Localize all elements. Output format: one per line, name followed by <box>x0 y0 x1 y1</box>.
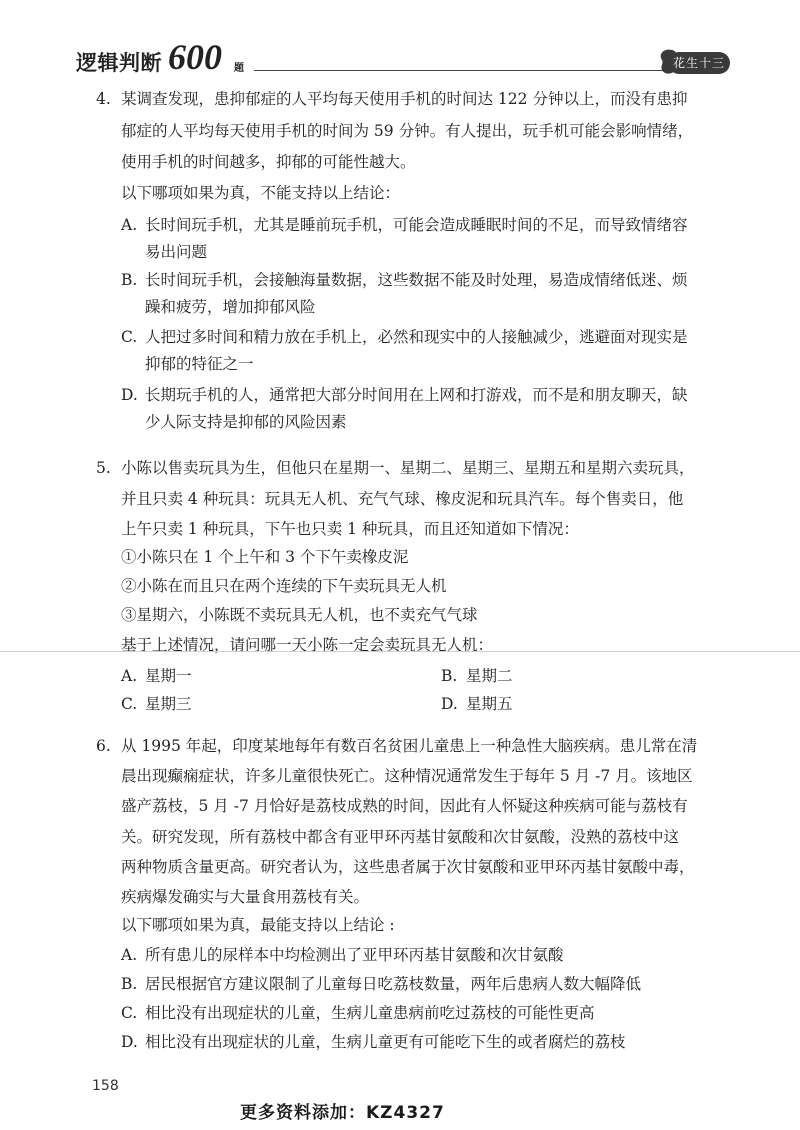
condition-2: ②小陈在而且只在两个连续的下午卖玩具无人机 <box>121 577 447 595</box>
option-text: 易出问题 <box>145 243 208 261</box>
option-text: 相比没有出现症状的儿童，生病儿童更有可能吃下生的或者腐烂的荔枝 <box>145 1033 626 1051</box>
option-label: D. <box>121 1033 138 1051</box>
option-label: B. <box>121 975 138 993</box>
option-label: A. <box>121 946 138 964</box>
option-text: 所有患儿的尿样本中均检测出了亚甲环丙基甘氨酸和次甘氨酸 <box>145 946 564 964</box>
question-prompt: 以下哪项如果为真，最能支持以上结论 : <box>121 916 395 934</box>
condition-1: ①小陈只在 1 个上午和 3 个下午卖橡皮泥 <box>121 548 409 566</box>
scan-fold-line <box>0 651 800 652</box>
footer-contact-note: 更多资料添加：KZ4327 <box>240 1103 445 1123</box>
option-text: 少人际支持是抑郁的风险因素 <box>145 413 347 431</box>
option-text: 人把过多时间和精力放在手机上，必然和现实中的人接触减少，逃避面对现实是 <box>145 328 688 346</box>
author-badge: 花生十三 <box>668 52 730 74</box>
book-title-number: 600 <box>168 37 222 77</box>
question-stem-line: 疾病爆发确实与大量食用荔枝有关。 <box>121 888 370 906</box>
option-text: 星期五 <box>466 695 513 713</box>
option-text: 星期二 <box>466 667 513 685</box>
question-number: 6. <box>96 737 111 755</box>
question-stem-line: 盛产荔枝，5 月 -7 月恰好是荔枝成熟的时间，因此有人怀疑这种疾病可能与荔枝有 <box>121 797 688 815</box>
option-label: C. <box>121 1004 138 1022</box>
option-text: 星期一 <box>145 667 192 685</box>
question-stem-line: 上午只卖 1 种玩具，下午也只卖 1 种玩具，而且还知道如下情况： <box>121 520 579 538</box>
question-stem-line: 晨出现癫痫症状，许多儿童很快死亡。这种情况通常发生于每年 5 月 -7 月。该地区 <box>121 767 693 785</box>
question-stem-line: 郁症的人平均每天使用手机的时间为 59 分钟。有人提出，玩手机可能会影响情绪， <box>121 122 694 140</box>
condition-3: ③星期六，小陈既不卖玩具无人机，也不卖充气气球 <box>121 606 478 624</box>
question-prompt: 以下哪项如果为真，不能支持以上结论： <box>121 184 401 202</box>
book-title: 逻辑判断 <box>76 51 162 75</box>
option-label: C. <box>121 695 138 713</box>
option-label: A. <box>121 216 138 234</box>
question-stem-line: 并且只卖 4 种玩具：玩具无人机、充气气球、橡皮泥和玩具汽车。每个售卖日，他 <box>121 490 684 508</box>
question-stem-line: 某调查发现，患抑郁症的人平均每天使用手机的时间达 122 分钟以上，而没有患抑 <box>121 90 688 108</box>
option-label: D. <box>121 386 138 404</box>
question-number: 5. <box>96 459 111 477</box>
page-header <box>76 38 736 78</box>
option-text: 星期三 <box>145 695 192 713</box>
book-title-suffix: 题 <box>234 63 244 74</box>
question-stem-line: 小陈以售卖玩具为生，但他只在星期一、星期二、星期三、星期五和星期六卖玩具， <box>121 459 695 477</box>
option-label: D. <box>441 695 458 713</box>
question-stem-line: 使用手机的时间越多，抑郁的可能性越大。 <box>121 153 416 171</box>
option-text: 躁和疲劳，增加抑郁风险 <box>145 298 316 316</box>
option-text: 居民根据官方建议限制了儿童每日吃荔枝数量，两年后患病人数大幅降低 <box>145 975 642 993</box>
question-stem-line: 从 1995 年起，印度某地每年有数百名贫困儿童患上一种急性大脑疾病。患儿常在清 <box>121 737 698 755</box>
option-label: B. <box>121 271 138 289</box>
option-text: 相比没有出现症状的儿童，生病儿童患病前吃过荔枝的可能性更高 <box>145 1004 595 1022</box>
option-text: 抑郁的特征之一 <box>145 355 254 373</box>
page-number: 158 <box>92 1078 119 1094</box>
option-text: 长期玩手机的人，通常把大部分时间用在上网和打游戏，而不是和朋友聊天，缺 <box>145 386 688 404</box>
option-label: B. <box>441 667 458 685</box>
option-label: A. <box>121 667 138 685</box>
option-text: 长时间玩手机，尤其是睡前玩手机，可能会造成睡眠时间的不足，而导致情绪容 <box>145 216 688 234</box>
option-label: C. <box>121 328 138 346</box>
option-text: 长时间玩手机，会接触海量数据，这些数据不能及时处理，易造成情绪低迷、烦 <box>145 271 688 289</box>
question-stem-line: 关。研究发现，所有荔枝中都含有亚甲环丙基甘氨酸和次甘氨酸，没熟的荔枝中这 <box>121 828 680 846</box>
question-prompt: 基于上述情况，请问哪一天小陈一定会卖玩具无人机： <box>121 636 494 654</box>
question-stem-line: 两种物质含量更高。研究者认为，这些患者属于次甘氨酸和亚甲环丙基甘氨酸中毒， <box>121 858 695 876</box>
question-number: 4. <box>96 90 111 108</box>
